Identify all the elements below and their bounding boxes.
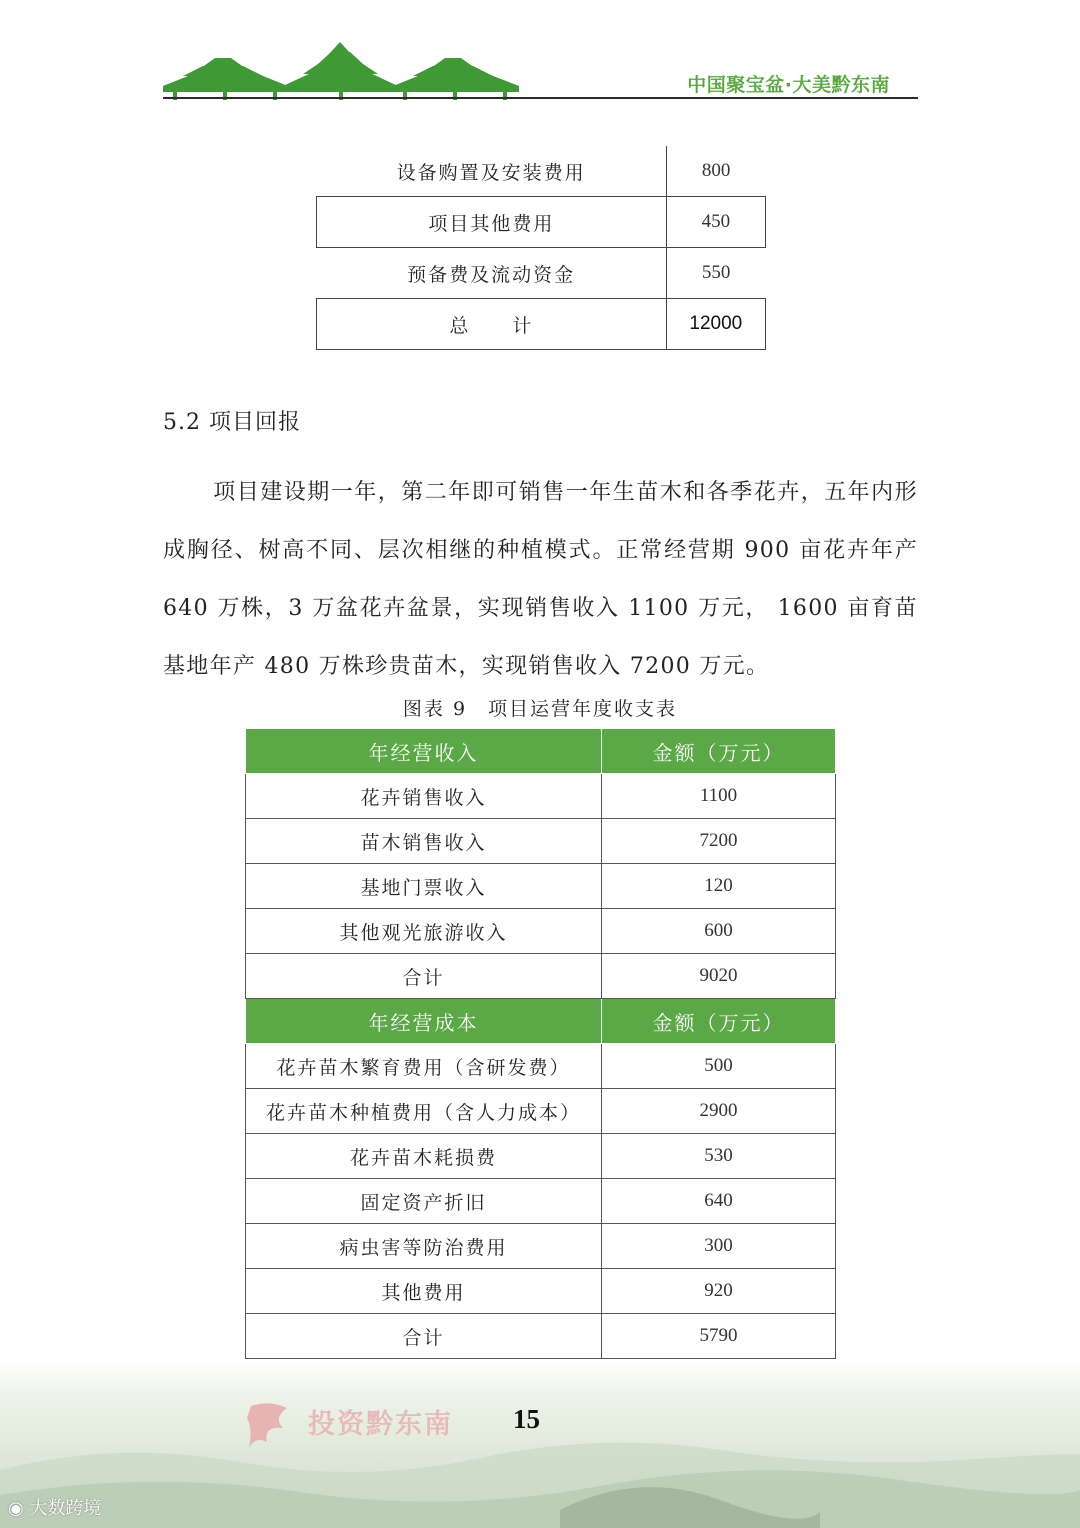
table-row bbox=[246, 864, 836, 909]
cost-total-amount: 5790 bbox=[602, 1314, 836, 1359]
item-amount: 640 bbox=[602, 1179, 836, 1224]
item-label: 花卉苗木种植费用（含人力成本） bbox=[246, 1089, 602, 1134]
item-label: 其他观光旅游收入 bbox=[246, 909, 602, 954]
item-amount: 2900 bbox=[602, 1089, 836, 1134]
paragraph-text: 项目建设期一年，第二年即可销售一年生苗木和各季花卉，五年内形成胸径、树高不同、层次相继的种植模式。正常经营期 900 亩花卉年产 640 万株，3 万盆花卉盆景，实现销售收入 1100 万元， 1600 亩育苗基地年产 480 万株珍贵苗木，实现销售收入 7200 万元。 bbox=[163, 480, 918, 679]
item-amount: 7200 bbox=[602, 819, 836, 864]
table-row bbox=[317, 299, 766, 350]
footer-brand: 投资黔东南 bbox=[308, 1409, 453, 1440]
column-header: 年经营收入 bbox=[246, 729, 602, 774]
item-amount: 120 bbox=[602, 864, 836, 909]
table-row bbox=[317, 248, 766, 299]
table-row bbox=[246, 1269, 836, 1314]
section-title: 5.2 项目回报 bbox=[163, 410, 301, 435]
table-row bbox=[246, 1134, 836, 1179]
watermark-icon: ◉ bbox=[8, 1498, 30, 1519]
header-divider bbox=[163, 97, 918, 99]
item-amount: 530 bbox=[602, 1134, 836, 1179]
table-row bbox=[246, 1179, 836, 1224]
budget-label: 预备费及流动资金 bbox=[317, 248, 667, 299]
item-label: 花卉苗木繁育费用（含研发费） bbox=[246, 1044, 602, 1089]
column-header: 金额（万元） bbox=[602, 999, 836, 1044]
budget-total-label: 总 计 bbox=[317, 299, 667, 350]
item-label: 基地门票收入 bbox=[246, 864, 602, 909]
watermark bbox=[8, 1494, 101, 1520]
item-label: 花卉销售收入 bbox=[246, 774, 602, 819]
cost-total-label: 合计 bbox=[246, 1314, 602, 1359]
item-label: 苗木销售收入 bbox=[246, 819, 602, 864]
column-header: 年经营成本 bbox=[246, 999, 602, 1044]
table-row bbox=[317, 197, 766, 248]
table-row bbox=[246, 819, 836, 864]
drum-tower-bridge-logo bbox=[163, 40, 519, 100]
item-amount: 500 bbox=[602, 1044, 836, 1089]
column-header: 金额（万元） bbox=[602, 729, 836, 774]
budget-value: 800 bbox=[701, 160, 731, 181]
table-header-row bbox=[246, 729, 836, 774]
watermark-text: 大数跨境 bbox=[29, 1498, 102, 1519]
item-label: 花卉苗木耗损费 bbox=[246, 1134, 602, 1179]
income-total-amount: 9020 bbox=[602, 954, 836, 999]
item-amount: 920 bbox=[602, 1269, 836, 1314]
header-title: 中国聚宝盆·大美黔东南 bbox=[687, 74, 890, 96]
table-row bbox=[246, 909, 836, 954]
page-number: 15 bbox=[513, 1404, 540, 1434]
item-label: 病虫害等防治费用 bbox=[246, 1224, 602, 1269]
table-row bbox=[246, 1044, 836, 1089]
brand-seal-icon bbox=[243, 1398, 295, 1454]
body-paragraph bbox=[163, 464, 918, 696]
item-label: 其他费用 bbox=[246, 1269, 602, 1314]
budget-value: 450 bbox=[666, 197, 765, 248]
table-row bbox=[246, 1224, 836, 1269]
mountain-landscape-icon bbox=[0, 1400, 1080, 1528]
item-label: 固定资产折旧 bbox=[246, 1179, 602, 1224]
table-row bbox=[246, 1089, 836, 1134]
item-amount: 300 bbox=[602, 1224, 836, 1269]
budget-label: 设备购置及安装费用 bbox=[317, 146, 667, 197]
table-row bbox=[317, 146, 766, 197]
finance-table bbox=[245, 728, 836, 1359]
budget-label: 项目其他费用 bbox=[317, 197, 667, 248]
table-row bbox=[246, 1314, 836, 1359]
table-row bbox=[246, 954, 836, 999]
item-amount: 1100 bbox=[602, 774, 836, 819]
table-header-row bbox=[246, 999, 836, 1044]
item-amount: 600 bbox=[602, 909, 836, 954]
budget-total-value: 12000 bbox=[666, 299, 765, 350]
budget-value: 550 bbox=[701, 262, 731, 283]
budget-table bbox=[316, 146, 766, 350]
income-total-label: 合计 bbox=[246, 954, 602, 999]
table-row bbox=[246, 774, 836, 819]
figure-caption: 图表 9 项目运营年度收支表 bbox=[402, 698, 678, 720]
